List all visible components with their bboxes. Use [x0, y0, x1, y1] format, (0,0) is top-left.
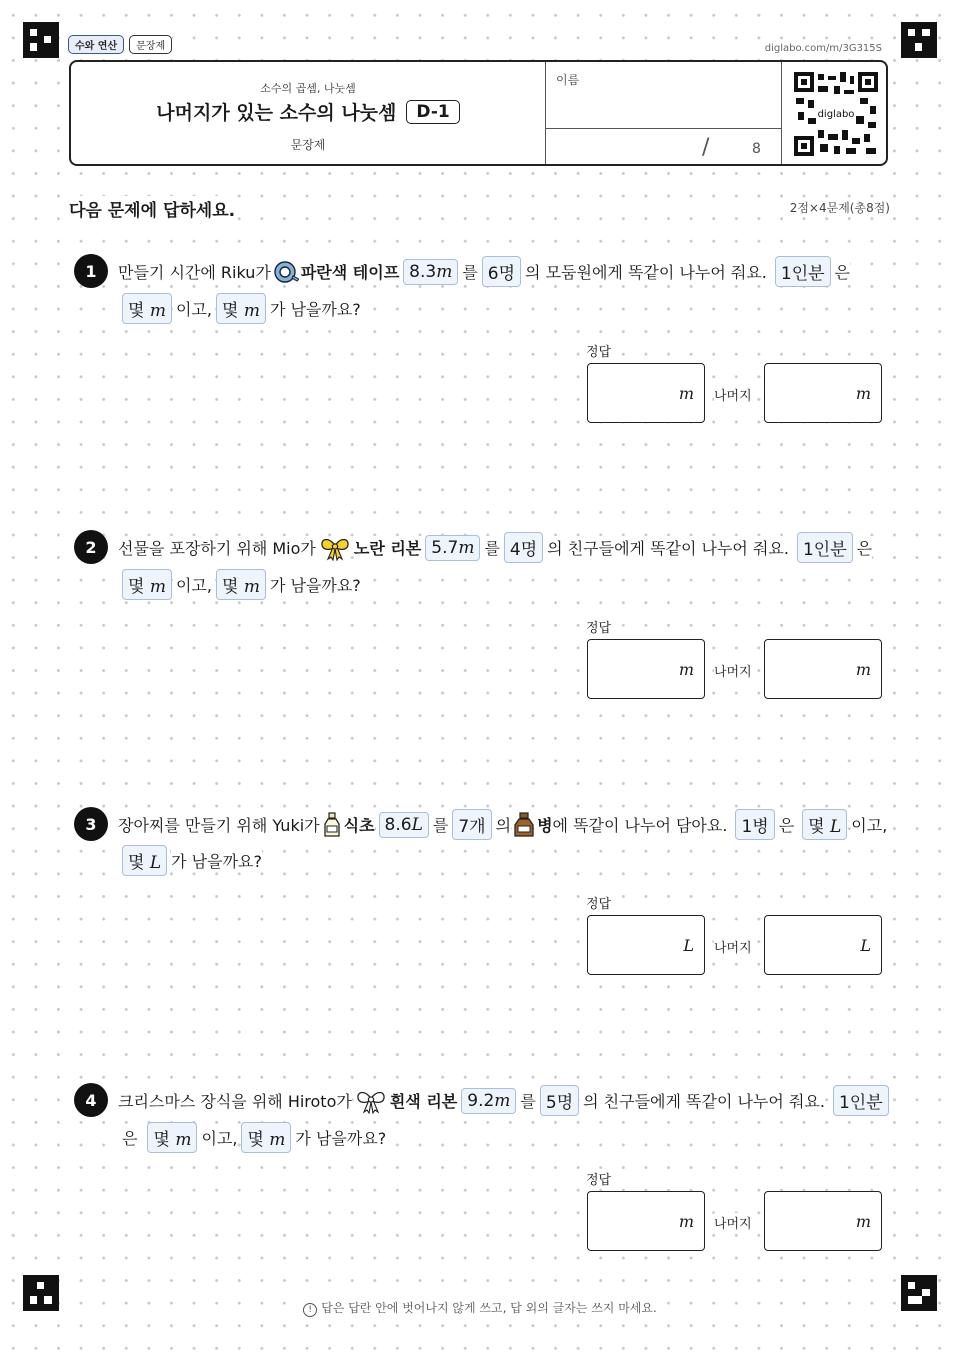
problem-intro: 크리스마스 장식을 위해 Hiroto가: [118, 1089, 352, 1112]
instruction: 다음 문제에 답하세요.: [69, 196, 235, 221]
remainder-label: 나머지: [714, 937, 752, 956]
tape-icon: [273, 259, 299, 285]
divisor-box: 5명: [540, 1085, 579, 1116]
per-box: 1인분: [775, 256, 831, 287]
divisor-box: 6명: [482, 256, 521, 287]
problem-middle-a: 의: [496, 813, 511, 836]
problem-number: 3: [74, 807, 108, 841]
problem-intro: 만들기 시간에 Riku가: [118, 260, 271, 283]
problem-3-line-1: [118, 809, 887, 840]
remainder-field[interactable]: m: [764, 1191, 882, 1251]
problem-number: 2: [74, 530, 108, 564]
amount-box: 5.7m: [425, 535, 480, 561]
worksheet-header: [69, 60, 888, 166]
answer-field[interactable]: m: [587, 363, 705, 423]
tag-category: 수와 연산: [68, 35, 124, 54]
answer-field[interactable]: L: [587, 915, 705, 975]
info-icon: !: [303, 1303, 317, 1317]
worksheet-subtitle: 소수의 곱셈, 나눗셈: [260, 82, 356, 95]
connector: 이고,: [176, 573, 212, 596]
ribbon-icon: [354, 1088, 388, 1114]
worksheet-type: 문장제: [290, 138, 326, 152]
answer-field[interactable]: m: [587, 639, 705, 699]
remainder-label: 나머지: [714, 661, 752, 680]
ask-quotient-box: 몇 m: [147, 1122, 197, 1153]
score-slash: /: [702, 135, 710, 160]
title-block: [71, 62, 545, 164]
item-name: 노란 리본: [354, 536, 421, 559]
answer-field[interactable]: m: [587, 1191, 705, 1251]
problem-tail: 가 남을까요?: [270, 297, 361, 320]
name-divider: [546, 128, 781, 129]
problem-intro: 장아찌를 만들기 위해 Yuki가: [118, 813, 320, 836]
problem-middle: 의 모둠원에게 똑같이 나누어 줘요.: [525, 260, 767, 283]
ask-remainder-box: 몇 m: [241, 1122, 291, 1153]
problem-middle-b: 에 똑같이 나누어 담아요.: [553, 813, 728, 836]
problem-number: 1: [74, 254, 108, 288]
per-box: 1인분: [797, 532, 853, 563]
remainder-label: 나머지: [714, 1213, 752, 1232]
amount-box: 8.6L: [379, 812, 429, 838]
item-name: 파란색 테이프: [301, 260, 399, 283]
ask-remainder-box: 몇 L: [122, 845, 167, 876]
ask-remainder-box: 몇 m: [216, 293, 266, 324]
qr-code-icon: [794, 72, 878, 156]
particle: 를: [520, 1089, 535, 1112]
connector: 이고,: [851, 813, 887, 836]
jar-icon: [513, 812, 535, 838]
vinegar-bottle-icon: [322, 812, 342, 838]
footer-note: [0, 1299, 960, 1317]
title-row: [71, 98, 545, 125]
item-name: 흰색 리본: [390, 1089, 457, 1112]
ribbon-icon: [318, 535, 352, 561]
ask-quotient-box: 몇 m: [122, 293, 172, 324]
container-name: 병: [537, 813, 552, 836]
problem-4-line-1: [118, 1085, 893, 1116]
name-score-box: [545, 62, 782, 164]
footer-text: 답은 답란 안에 벗어나지 않게 쓰고, 답 외의 글자는 쓰지 마세요.: [321, 1301, 657, 1315]
ask-quotient-box: 몇 m: [122, 569, 172, 600]
worksheet-title: 나머지가 있는 소수의 나눗셈: [156, 102, 397, 124]
problem-middle: 의 친구들에게 똑같이 나누어 줘요.: [547, 536, 789, 559]
worksheet-url: diglabo.com/m/3G315S: [764, 43, 882, 54]
problem-2-line-2: [122, 569, 361, 600]
problem-1-line-1: [118, 256, 850, 287]
problem-tail: 가 남을까요?: [171, 849, 262, 872]
connector: 이고,: [201, 1126, 237, 1149]
divisor-box: 4명: [504, 532, 543, 563]
corner-marker-top-right: [901, 22, 937, 58]
per-box: 1인분: [833, 1085, 889, 1116]
amount-box: 8.3m: [403, 259, 458, 285]
remainder-field[interactable]: m: [764, 639, 882, 699]
answer-label: 정답: [586, 893, 611, 912]
particle: 를: [484, 536, 499, 559]
problem-intro: 선물을 포장하기 위해 Mio가: [118, 536, 316, 559]
category-tags: [68, 35, 172, 54]
name-label: 이름: [556, 73, 580, 87]
problem-2-line-1: [118, 532, 872, 563]
per-box: 1병: [735, 809, 774, 840]
particle: 를: [433, 813, 448, 836]
problem-1-line-2: [122, 293, 361, 324]
particle: 은: [857, 536, 872, 559]
corner-marker-top-left: [23, 22, 59, 58]
divisor-box: 7개: [452, 809, 491, 840]
level-badge: D-1: [406, 100, 459, 124]
problem-3-line-2: [122, 845, 262, 876]
problem-middle: 의 친구들에게 똑같이 나누어 줘요.: [583, 1089, 825, 1112]
problem-4-line-2: [122, 1122, 386, 1153]
score-total: 8: [752, 141, 761, 157]
particle: 은: [779, 813, 794, 836]
problem-number: 4: [74, 1083, 108, 1117]
ask-quotient-box: 몇 L: [802, 809, 847, 840]
qr-label: diglabo: [817, 109, 855, 120]
problem-tail: 가 남을까요?: [295, 1126, 386, 1149]
amount-box: 9.2m: [461, 1088, 516, 1114]
problem-tail: 가 남을까요?: [270, 573, 361, 596]
ask-remainder-box: 몇 m: [216, 569, 266, 600]
remainder-field[interactable]: L: [764, 915, 882, 975]
answer-label: 정답: [586, 1169, 611, 1188]
points-info: 2점×4문제(총8점): [789, 201, 890, 215]
tag-type: 문장제: [129, 35, 172, 54]
particle: 를: [462, 260, 477, 283]
particle: 은: [835, 260, 850, 283]
item-name: 식초: [344, 813, 375, 836]
particle: 은: [122, 1126, 137, 1149]
remainder-field[interactable]: m: [764, 363, 882, 423]
remainder-label: 나머지: [714, 385, 752, 404]
answer-label: 정답: [586, 617, 611, 636]
connector: 이고,: [176, 297, 212, 320]
answer-label: 정답: [586, 341, 611, 360]
